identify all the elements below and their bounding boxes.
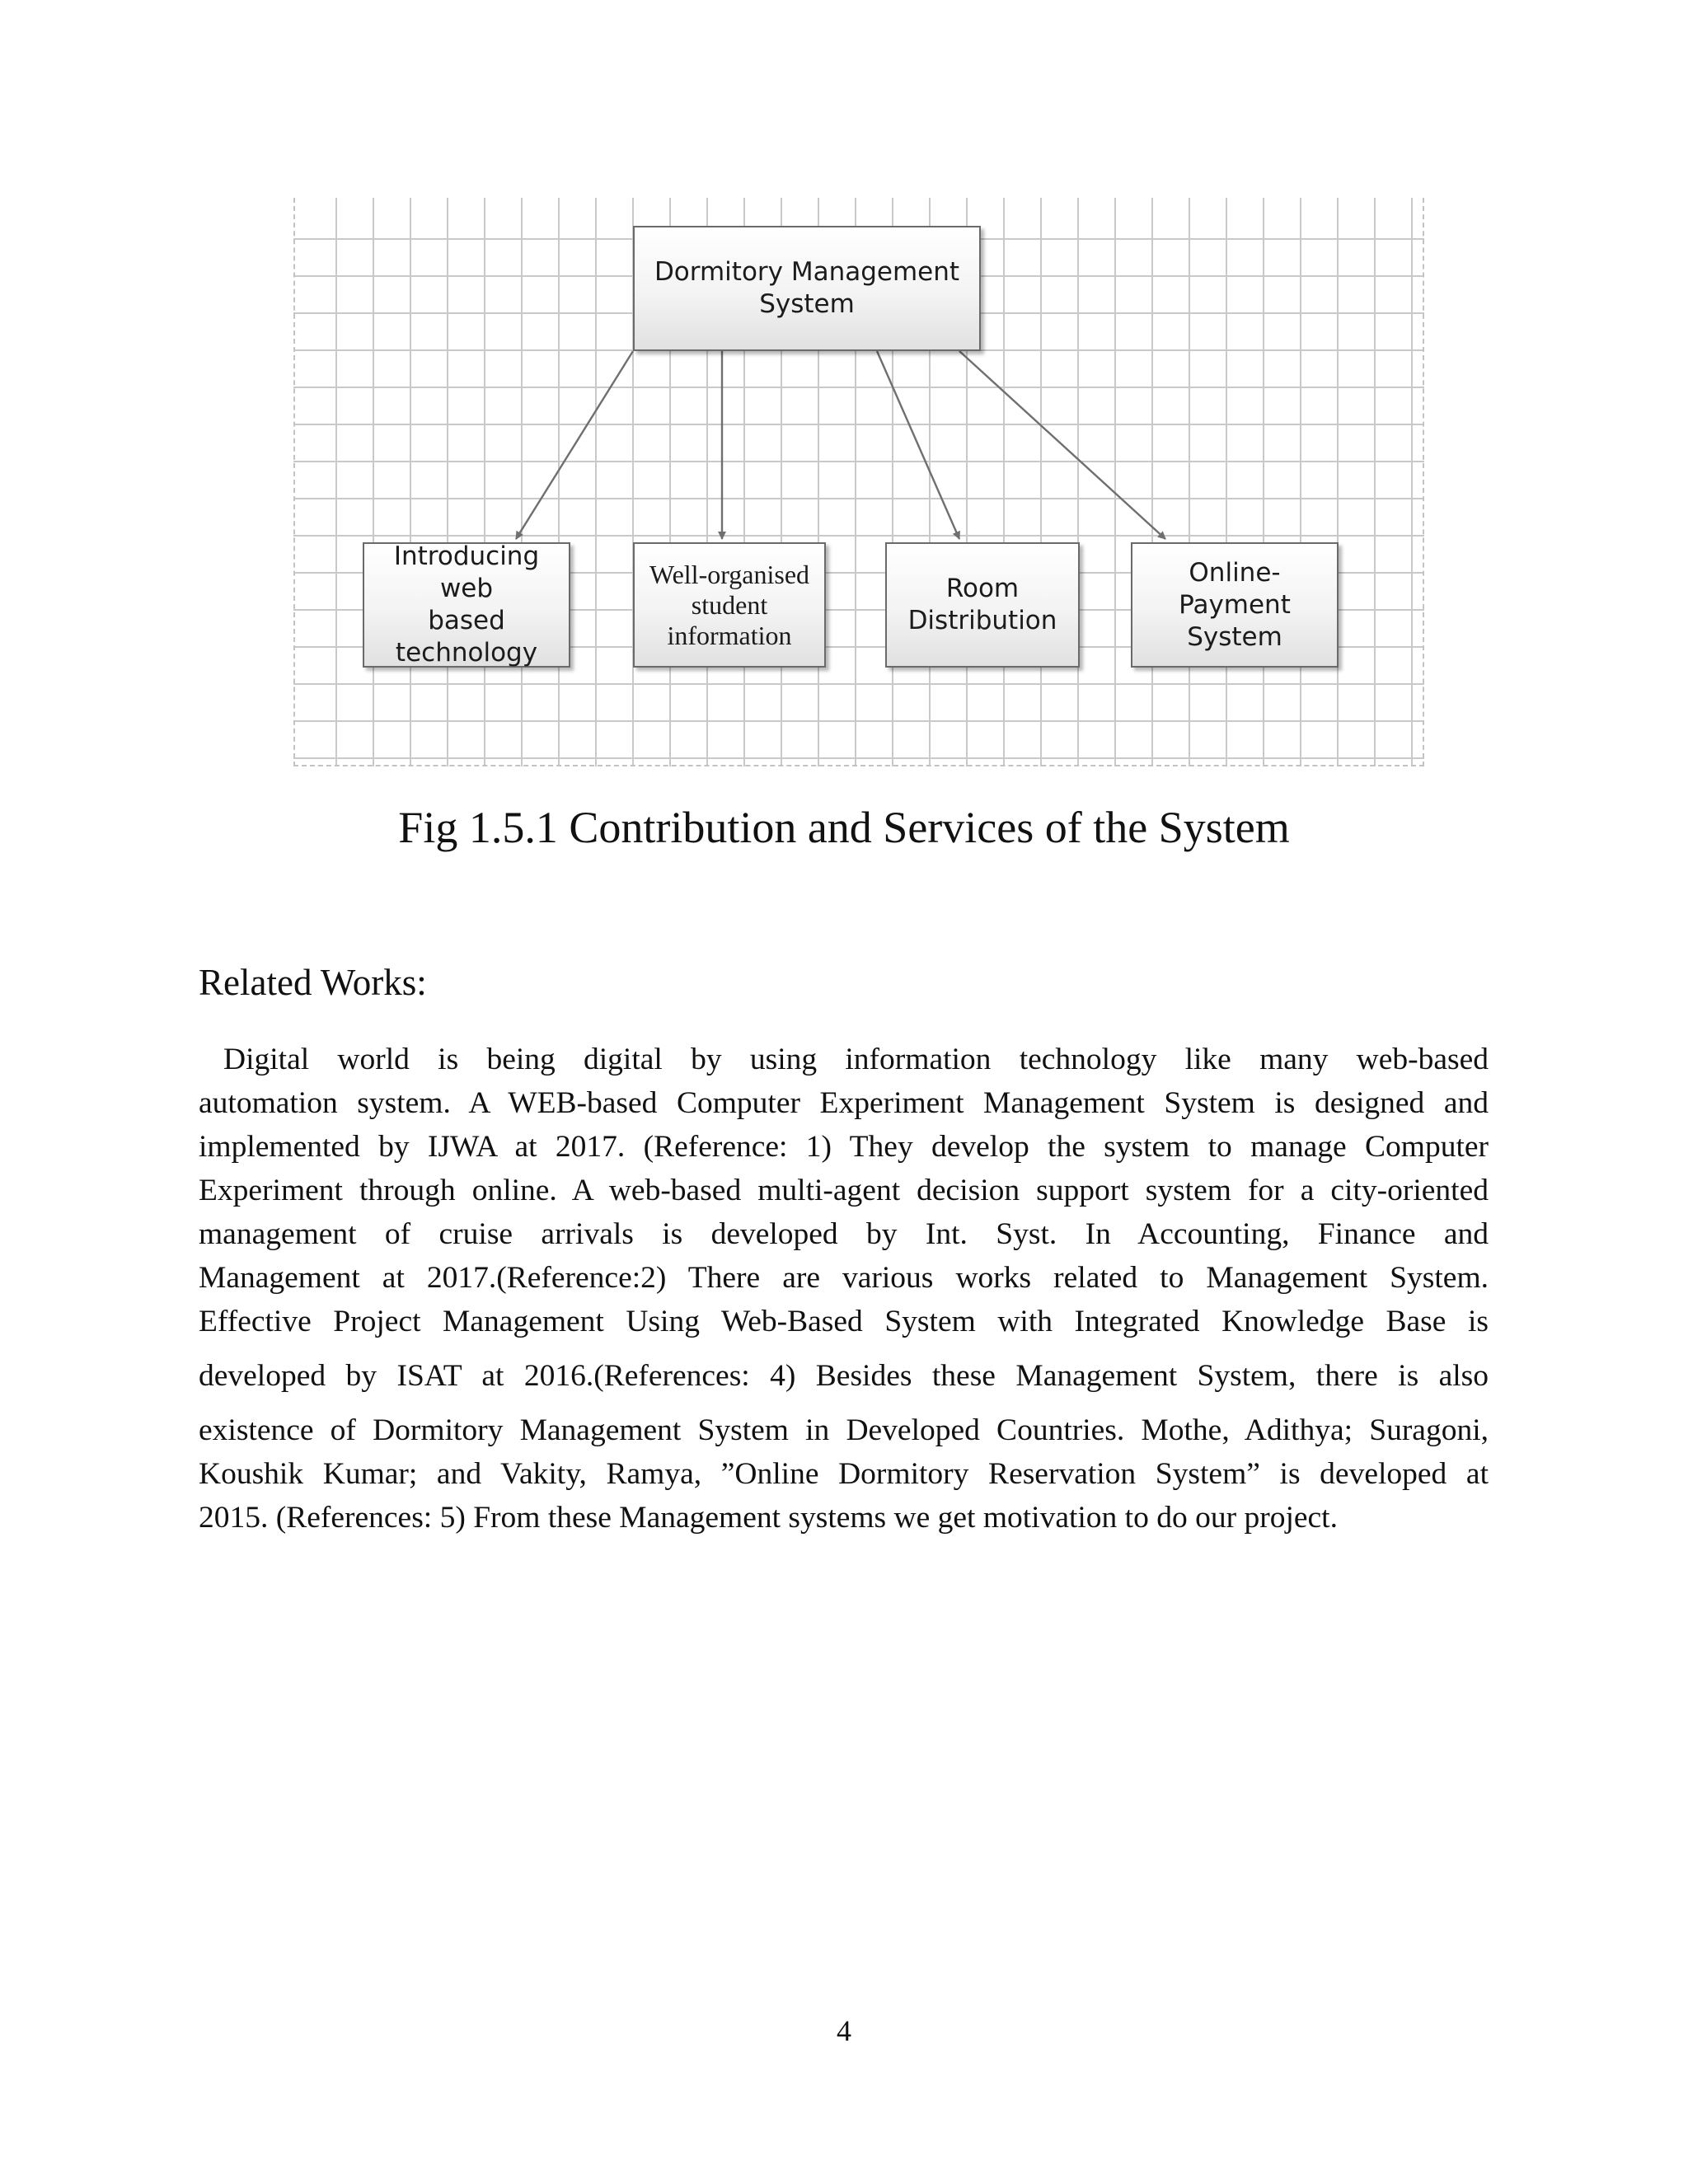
node-introducing-web-technology: Introducing web based technology (363, 542, 570, 668)
paragraph-line: existence of Dormitory Management System in Developed Countries. Mothe, Adithya; Suragoni, (199, 1413, 1489, 1447)
arrow-to-room-distribution (877, 351, 959, 539)
node-online-payment-system: Online- Payment System (1131, 542, 1339, 668)
arrow-to-online-payment (959, 351, 1165, 539)
paragraph-line: Management at 2017.(Reference:2) There are various works related to Management System. (199, 1261, 1489, 1295)
page-number: 4 (837, 2014, 851, 2047)
section-heading: Related Works: (199, 962, 427, 1003)
related-works-paragraph (199, 1038, 1489, 1540)
paragraph-line: implemented by IJWA at 2017. (Reference: 1) They develop the system to manage Computer (199, 1130, 1489, 1164)
node-dormitory-management-system: Dormitory Management System (633, 226, 981, 351)
paragraph-line: Experiment through online. A web-based multi-agent decision support system for a city-oriented (199, 1174, 1489, 1207)
paragraph-line: management of cruise arrivals is developed by Int. Syst. In Accounting, Finance and (199, 1217, 1489, 1251)
paragraph-line: automation system. A WEB-based Computer Experiment Management System is designed and (199, 1086, 1489, 1120)
paragraph-line: Digital world is being digital by using information technology like many web-based (223, 1043, 1489, 1076)
figure-caption: Fig 1.5.1 Contribution and Services of the System (398, 803, 1290, 852)
arrow-to-web-technology (516, 351, 633, 539)
system-diagram (293, 198, 1424, 766)
node-student-information: Well-organised student information (633, 542, 826, 668)
paragraph-line: developed by ISAT at 2016.(References: 4) Besides these Management System, there is also (199, 1359, 1489, 1393)
paragraph-line: Koushik Kumar; and Vakity, Ramya, ”Online Dormitory Reservation System” is developed at (199, 1457, 1489, 1491)
paragraph-line: Effective Project Management Using Web-Based System with Integrated Knowledge Base is (199, 1305, 1489, 1338)
node-room-distribution: Room Distribution (885, 542, 1080, 668)
paragraph-line: 2015. (References: 5) From these Management systems we get motivation to do our project. (199, 1501, 1338, 1535)
